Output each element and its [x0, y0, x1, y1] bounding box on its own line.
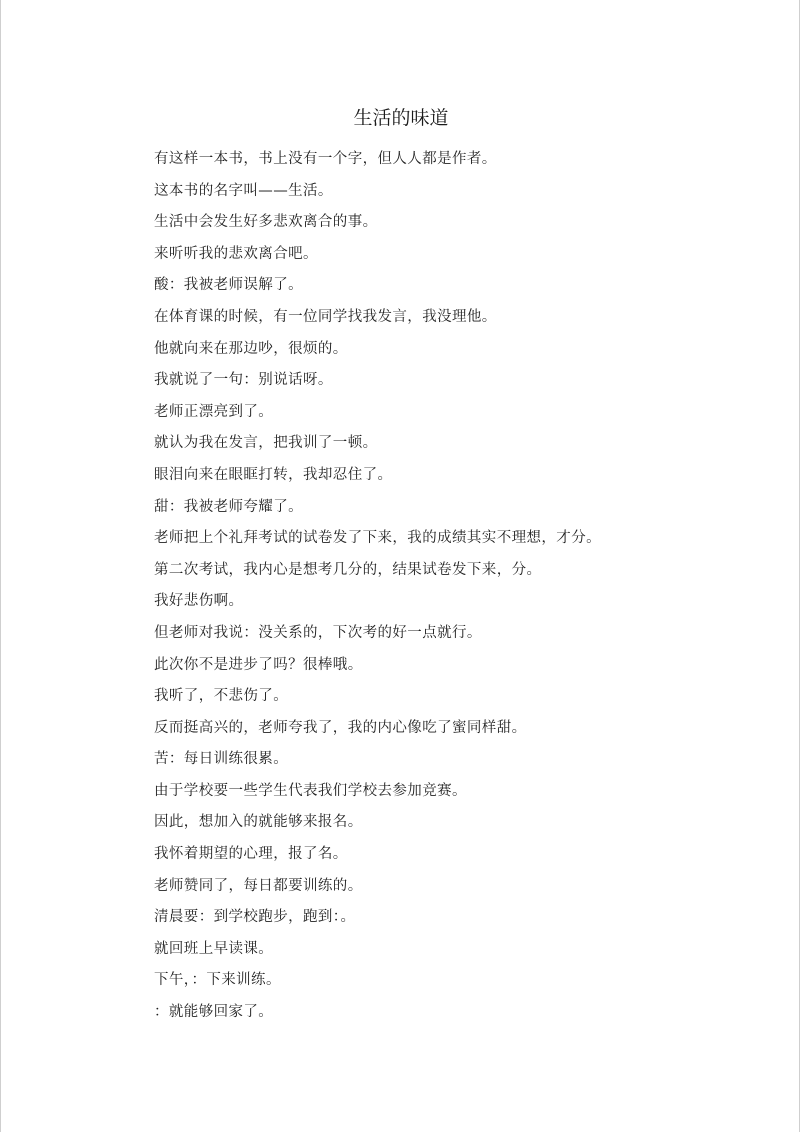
text-line: 但老师对我说：没关系的，下次考的好一点就行。: [154, 624, 482, 641]
text-line: 因此，想加入的就能够来报名。: [154, 814, 363, 831]
text-line: 甜：我被老师夸耀了。: [154, 498, 303, 515]
text-line: 我好悲伤啊。: [154, 593, 244, 610]
text-line: 酸：我被老师误解了。: [154, 277, 303, 294]
text-line: 下午，：下来训练。: [154, 972, 281, 989]
text-line: 就认为我在发言，把我训了一顿。: [154, 435, 378, 452]
text-line: 清晨要：到学校跑步，跑到：。: [154, 909, 356, 926]
text-line: 生活中会发生好多悲欢离合的事。: [154, 214, 378, 231]
text-line: 第二次考试，我内心是想考几分的，结果试卷发下来，分。: [154, 561, 542, 578]
document-title: 生活的味道: [353, 107, 449, 129]
text-line: 由于学校要一些学生代表我们学校去参加竞赛。: [154, 782, 467, 799]
text-line: 此次你不是进步了吗？很棒哦。: [154, 656, 363, 673]
text-line: 我听了，不悲伤了。: [154, 688, 289, 705]
text-line: 在体育课的时候，有一位同学找我发言，我没理他。: [154, 308, 497, 325]
text-line: 反而挺高兴的，老师夸我了，我的内心像吃了蜜同样甜。: [154, 719, 527, 736]
text-line: 苦：每日训练很累。: [154, 751, 289, 768]
text-line: 就回班上早读课。: [154, 940, 274, 957]
text-line: 老师赞同了，每日都要训练的。: [154, 877, 363, 894]
text-line: 这本书的名字叫——生活。: [154, 182, 333, 199]
text-line: 来听听我的悲欢离合吧。: [154, 245, 318, 262]
document-body: [154, 144, 774, 1029]
text-line: 他就向来在那边吵，很烦的。: [154, 340, 348, 357]
text-line: ：就能够回家了。: [154, 1004, 274, 1021]
text-line: 老师把上个礼拜考试的试卷发了下来，我的成绩其实不理想，才分。: [154, 530, 601, 547]
text-line: 我就说了一句：别说话呀。: [154, 372, 333, 389]
text-line: 我怀着期望的心理，报了名。: [154, 846, 348, 863]
text-line: 老师正漂亮到了。: [154, 403, 274, 420]
text-line: 眼泪向来在眼眶打转，我却忍住了。: [154, 466, 393, 483]
text-line: 有这样一本书，书上没有一个字，但人人都是作者。: [154, 151, 497, 167]
